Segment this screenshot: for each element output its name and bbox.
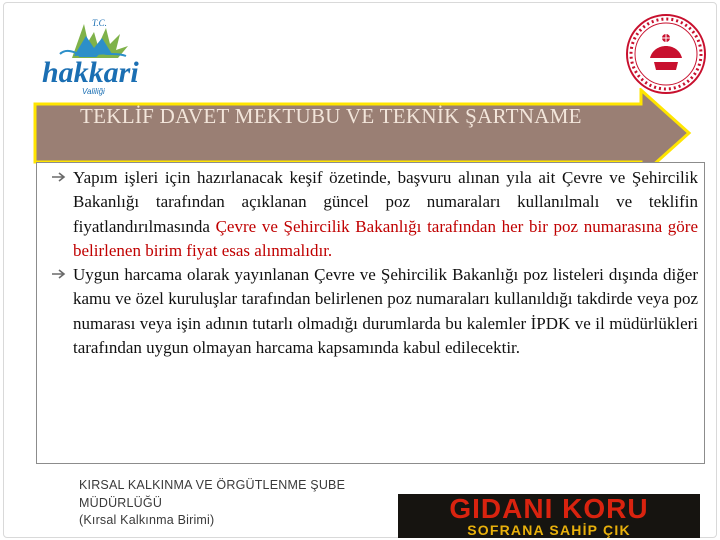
footer-department [79,477,389,530]
slide-title: TEKLİF DAVET MEKTUBU VE TEKNİK ŞARTNAME [80,104,582,128]
logo-tc-text: T.C. [92,18,107,28]
footer-line-2: MÜDÜRLÜĞÜ [79,495,163,510]
ministry-seal-logo [624,12,708,96]
bullet-icon [51,263,73,287]
footer-line-3: (Kırsal Kalkınma Birimi) [79,513,215,527]
bullet-paragraph-1 [36,166,698,263]
bullet-icon [51,166,73,190]
logo-sub-text: Valiliği [82,87,105,96]
footer-line-1: KIRSAL KALKINMA VE ÖRGÜTLENME ŞUBE [79,478,346,492]
banner-bottom-text: SOFRANA SAHİP ÇIK [467,522,631,538]
gidani-koru-banner [398,494,700,538]
paragraph-1-text: Yapım işleri için hazırlanacak keşif özetinde, başvuru alınan yıla ait Çevre ve Şehircilik Bakanlığı tarafından açıklanan güncel poz numaraları kullanılmalı ve teklifin fiyatlandırılmasında [73,168,698,236]
paragraph-2-text: Uygun harcama olarak yayınlanan Çevre ve Şehircilik Bakanlığı poz listeleri dışında diğer kamu ve özel kuruluşlar tarafından belirlenen poz numaraları kullanıldığı takdirde veya poz numarası veya işin adının tutarlı olmadığı durumlarda bu kalemler İPDK ve il müdürlükleri tarafından uygun olmayan harcama kapsamında kabul edilecektir. [73,265,698,357]
paragraph-1-highlight: Çevre ve Şehircilik Bakanlığı tarafından her bir poz numarasına göre belirlenen birim fiyat esas alınmalıdır. [73,216,698,260]
bullet-paragraph-2 [36,263,698,360]
logo-main-text: hakkari [42,56,139,89]
banner-top-text: GIDANI KORU [449,493,649,524]
